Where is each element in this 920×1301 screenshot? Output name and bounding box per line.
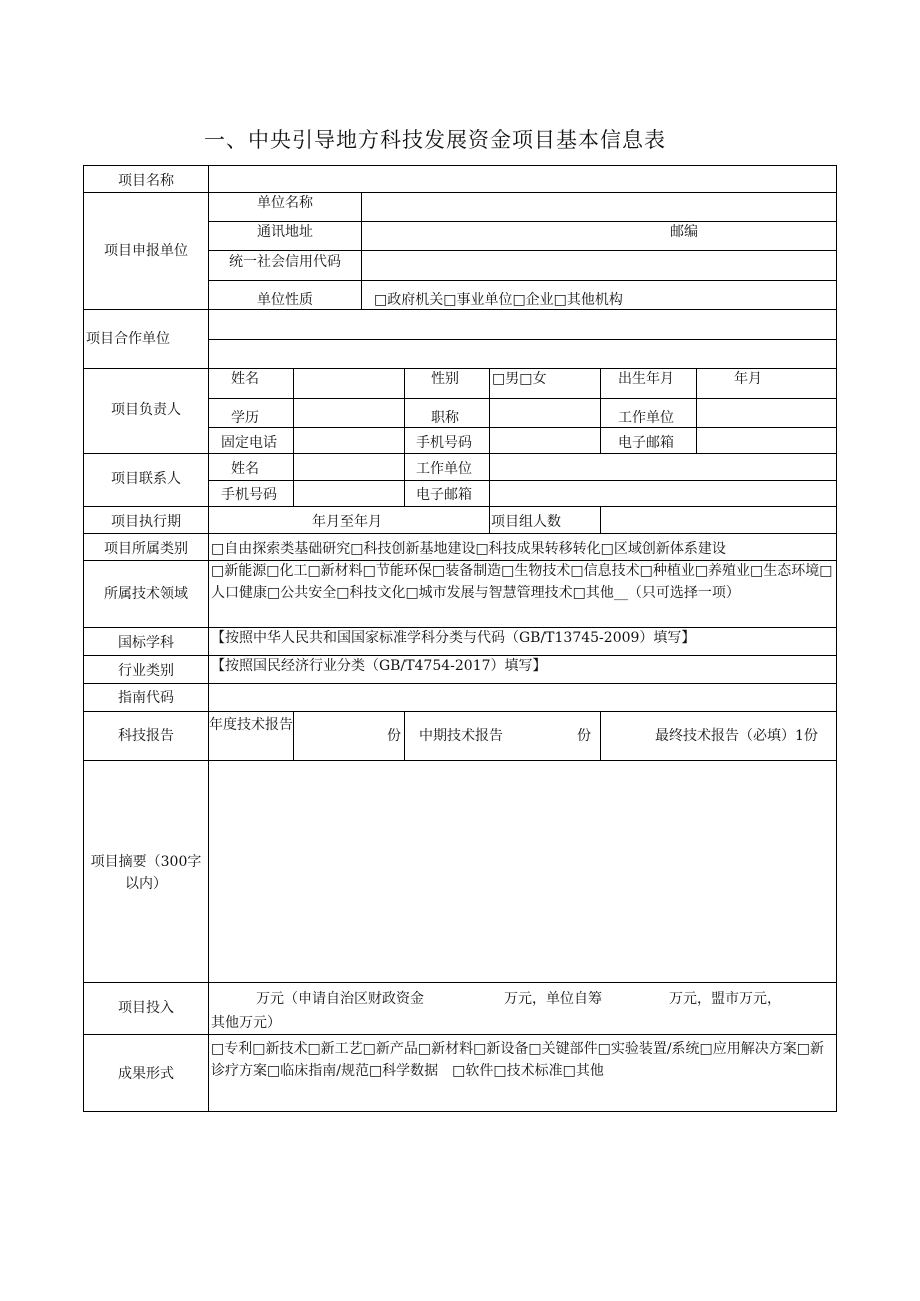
leader-name-label: 姓名 xyxy=(231,371,259,387)
postcode-label: 邮编 xyxy=(670,224,698,240)
guide-code-label: 指南代码 xyxy=(118,690,174,706)
category-label: 项目所属类别 xyxy=(104,541,188,557)
rule xyxy=(600,506,601,533)
investment-line1-b: 万元，单位自筹 xyxy=(504,991,602,1007)
tech-field-label: 所属技术领域 xyxy=(104,586,188,602)
rule xyxy=(209,339,836,340)
period-label: 项目执行期 xyxy=(111,514,181,530)
rule xyxy=(84,192,836,193)
gender-label: 性别 xyxy=(431,371,459,387)
rule xyxy=(404,711,405,760)
rule xyxy=(84,711,836,712)
rule xyxy=(84,760,836,761)
landline-label: 固定电话 xyxy=(221,435,277,451)
industry-note: 【按照国民经济行业分类（GB/T4754-2017）填写】 xyxy=(211,658,547,674)
unit-nature-label: 单位性质 xyxy=(257,292,313,308)
final-report-label: 最终技术报告（必填）1份 xyxy=(655,728,818,744)
investment-line1-c: 万元，盟市万元， xyxy=(669,991,781,1007)
rule xyxy=(404,368,405,506)
rule xyxy=(209,398,836,399)
page-title: 一、中央引导地方科技发展资金项目基本信息表 xyxy=(204,128,666,152)
professional-title-label: 职称 xyxy=(431,410,459,426)
rule xyxy=(361,192,362,309)
outcome-options[interactable]: □专利□新技术□新工艺□新产品□新材料□新设备□关键部件□实验装置/系统□应用解决方案□新诊疗方案□临床指南/规范□科学数据 □软件□技术标准□其他 xyxy=(211,1041,824,1079)
contact-mobile-label: 手机号码 xyxy=(221,487,277,503)
partner-unit-label: 项目合作单位 xyxy=(86,331,170,347)
credit-code-label: 统一社会信用代码 xyxy=(229,254,341,270)
rule xyxy=(84,1034,836,1035)
rule xyxy=(293,368,294,506)
work-unit-label: 工作单位 xyxy=(618,410,674,426)
tech-report-label: 科技报告 xyxy=(118,728,174,744)
midterm-report-label: 中期技术报告 xyxy=(419,728,503,744)
rule xyxy=(600,368,601,453)
project-name-label: 项目名称 xyxy=(118,173,174,189)
rule xyxy=(696,368,697,453)
outcome-label: 成果形式 xyxy=(118,1066,174,1082)
tech-field-options[interactable]: □新能源□化工□新材料□节能环保□装备制造□生物技术□信息技术□种植业□养殖业□生态环境□人口健康□公共安全□科技文化□城市发展与智慧管理技术□其他__（只可选择一项） xyxy=(211,563,833,601)
investment-line2: 其他万元） xyxy=(211,1015,281,1031)
annual-report-label: 年度技术报告 xyxy=(209,717,293,733)
rule xyxy=(84,982,836,983)
project-leader-label: 项目负责人 xyxy=(111,402,181,418)
education-label: 学历 xyxy=(231,410,259,426)
rule xyxy=(489,368,490,534)
address-label: 通讯地址 xyxy=(257,224,313,240)
unit-nature-options[interactable]: □政府机关□事业单位□企业□其他机构 xyxy=(374,292,623,308)
birth-label: 出生年月 xyxy=(618,371,674,387)
midterm-copies: 份 xyxy=(577,728,591,744)
rule xyxy=(84,683,836,684)
rule xyxy=(600,711,601,760)
investment-label: 项目投入 xyxy=(118,1000,174,1016)
rule xyxy=(84,368,836,369)
rule xyxy=(209,480,836,481)
email-label: 电子邮箱 xyxy=(618,435,674,451)
mobile-label: 手机号码 xyxy=(416,435,472,451)
rule xyxy=(84,506,836,507)
birth-value: 年月 xyxy=(734,371,762,387)
contact-name-label: 姓名 xyxy=(231,461,259,477)
contact-work-unit-label: 工作单位 xyxy=(416,461,472,477)
discipline-note: 【按照中华人民共和国国家标准学科分类与代码（GB/T13745-2009）填写】 xyxy=(211,630,696,646)
category-options[interactable]: □自由探索类基础研究□科技创新基地建设□科技成果转移转化□区域创新体系建设 xyxy=(211,541,726,557)
project-info-form xyxy=(83,165,837,1112)
investment-line1-a: 万元（申请自治区财政资金 xyxy=(256,991,424,1007)
rule xyxy=(209,280,836,281)
team-size-label: 项目组人数 xyxy=(491,514,561,530)
abstract-label: 项目摘要（300字以内） xyxy=(90,854,202,892)
rule xyxy=(209,427,836,428)
industry-label: 行业类别 xyxy=(118,663,174,679)
contact-person-label: 项目联系人 xyxy=(111,471,181,487)
annual-copies: 份 xyxy=(387,728,401,744)
period-value: 年月至年月 xyxy=(312,514,382,530)
contact-email-label: 电子邮箱 xyxy=(416,487,472,503)
rule xyxy=(84,533,836,534)
unit-name-label: 单位名称 xyxy=(257,195,313,211)
gender-options[interactable]: □男□女 xyxy=(492,371,547,387)
rule xyxy=(293,711,294,760)
discipline-label: 国标学科 xyxy=(118,635,174,651)
applicant-unit-label: 项目申报单位 xyxy=(104,243,188,259)
